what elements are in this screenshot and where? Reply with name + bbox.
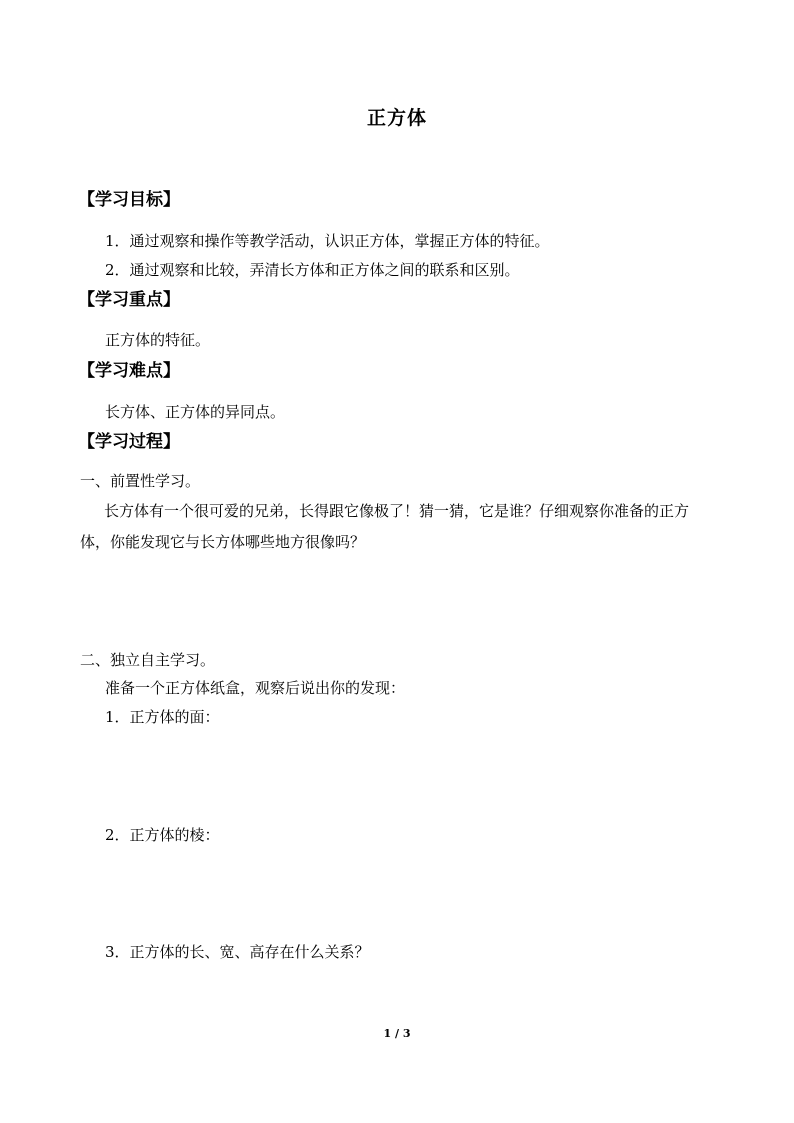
question-item-3: 3．正方体的长、宽、高存在什么关系？ — [105, 943, 370, 961]
part1-heading: 一、前置性学习。 — [80, 472, 201, 490]
part1-paragraph: 长方体有一个很可爱的兄弟，长得跟它像极了！猜一猜，它是谁？仔细观察你准备的正方体，你能发现它与长方体哪些地方很像吗？ — [80, 502, 690, 551]
question-item-2: 2．正方体的棱： — [105, 826, 220, 844]
question-item-1: 1．正方体的面： — [105, 708, 220, 726]
section-heading-difficulties: 【学习难点】 — [78, 361, 180, 381]
section-heading-goals: 【学习目标】 — [78, 190, 180, 210]
key-point-text: 正方体的特征。 — [105, 331, 211, 349]
section-heading-key-points: 【学习重点】 — [78, 290, 180, 310]
part2-intro: 准备一个正方体纸盒，观察后说出你的发现： — [105, 679, 406, 697]
page-title: 正方体 — [366, 107, 427, 129]
page-number: 1 / 3 — [383, 1027, 411, 1040]
section-heading-process: 【学习过程】 — [78, 432, 180, 452]
goal-item-1: 1．通过观察和操作等教学活动，认识正方体，掌握正方体的特征。 — [105, 232, 550, 250]
part2-heading: 二、独立自主学习。 — [80, 651, 216, 669]
goal-item-2: 2．通过观察和比较，弄清长方体和正方体之间的联系和区别。 — [105, 261, 520, 279]
difficulty-text: 长方体、正方体的异同点。 — [105, 403, 286, 421]
